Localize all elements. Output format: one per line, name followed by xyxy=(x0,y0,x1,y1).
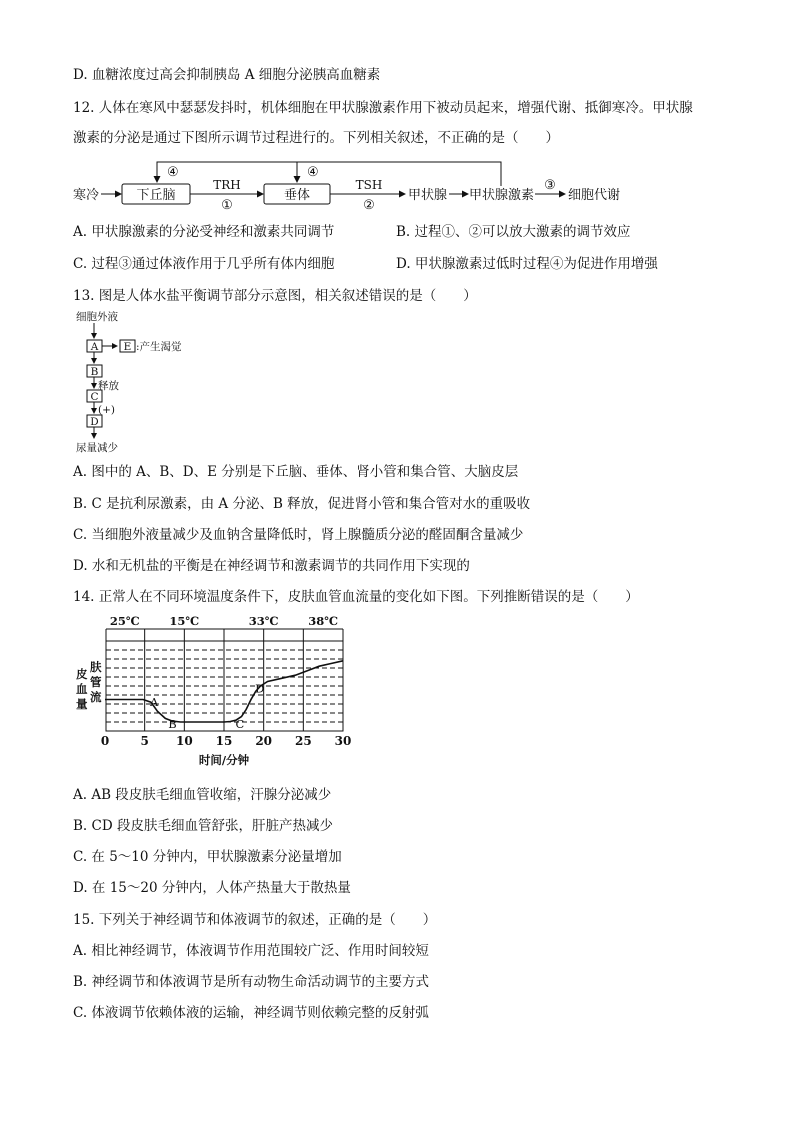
e-label: E xyxy=(123,341,132,353)
x-tick-label: 20 xyxy=(255,734,273,748)
y-axis-label xyxy=(76,660,102,711)
q12-stem-line-2: 激素的分泌是通过下图所示调节过程进行的。下列相关叙述，不正确的是（ ） xyxy=(73,130,559,146)
d-label: D xyxy=(90,416,99,428)
y-axis-label-char: 量 xyxy=(76,697,88,711)
q15-option-b: B. 神经调节和体液调节是所有动物生命活动调节的主要方式 xyxy=(73,974,430,990)
step-1-label: ① xyxy=(221,198,233,213)
a-label: A xyxy=(90,341,99,353)
y-axis-label-char: 肤 xyxy=(90,660,102,674)
q12-option-c: C. 过程③通过体液作用于几乎所有体内细胞 xyxy=(73,256,335,272)
q12-feedback-diagram xyxy=(0,158,794,218)
thyroid-label: 甲状腺 xyxy=(408,188,448,203)
q13-option-c: C. 当细胞外液量减少及血钠含量降低时，肾上腺髓质分泌的醛固酮含量减少 xyxy=(73,527,524,543)
q12-option-d: D. 甲状腺激素过低时过程④为促进作用增强 xyxy=(396,256,658,272)
q15-option-c: C. 体液调节依赖体液的运输，神经调节则依赖完整的反射弧 xyxy=(73,1005,429,1021)
y-axis-label-char: 管 xyxy=(90,675,102,689)
x-tick-label: 25 xyxy=(294,734,312,748)
trh-label: TRH xyxy=(213,178,241,192)
q14-option-a: A. AB 段皮肤毛细血管收缩，汗腺分泌减少 xyxy=(73,787,332,803)
b-label: B xyxy=(90,366,99,378)
x-tick-label: 5 xyxy=(140,734,149,748)
thyroid-hormone-label: 甲状腺激素 xyxy=(469,188,535,203)
step-4a-label: ④ xyxy=(167,165,179,180)
segment-label: C xyxy=(235,716,245,731)
segment-label: D xyxy=(255,681,265,696)
x-tick-label: 10 xyxy=(175,734,193,748)
temperature-band-label: 25℃ xyxy=(109,616,140,628)
tsh-label: TSH xyxy=(355,178,383,192)
release-label: 释放 xyxy=(98,380,119,392)
y-axis-label-char: 皮 xyxy=(76,667,88,681)
extracellular-fluid-label: 细胞外液 xyxy=(76,311,118,323)
y-axis-label-char: 流 xyxy=(90,690,102,704)
x-tick-label: 0 xyxy=(100,734,110,748)
y-axis-label-char: 血 xyxy=(76,682,88,696)
segment-label: A xyxy=(150,695,159,710)
step-3-label: ③ xyxy=(544,178,556,193)
q12-option-a: A. 甲状腺激素的分泌受神经和激素共同调节 xyxy=(73,224,335,240)
cold-label: 寒冷 xyxy=(73,188,100,203)
q13-option-d: D. 水和无机盐的平衡是在神经调节和激素调节的共同作用下实现的 xyxy=(73,558,470,574)
temperature-band-label: 15℃ xyxy=(169,616,200,628)
temperature-band-label: 33℃ xyxy=(248,616,279,628)
q11-option-d: D. 血糖浓度过高会抑制胰岛 A 细胞分泌胰高血糖素 xyxy=(73,67,381,83)
segment-label: B xyxy=(168,716,177,731)
q13-option-b: B. C 是抗利尿激素，由 A 分泌、B 释放，促进肾小管和集合管对水的重吸收 xyxy=(73,496,531,512)
q15-option-a: A. 相比神经调节，体液调节作用范围较广泛、作用时间较短 xyxy=(73,943,429,959)
pituitary-label: 垂体 xyxy=(283,188,311,203)
step-4b-label: ④ xyxy=(307,165,319,180)
q14-stem: 14. 正常人在不同环境温度条件下，皮肤血管血流量的变化如下图。下列推断错误的是（ ） xyxy=(73,589,639,605)
q12-stem-line-1: 12. 人体在寒风中瑟瑟发抖时，机体细胞在甲状腺激素作用下被动员起来，增强代谢、抵御寒冷。甲状腺 xyxy=(73,100,693,116)
thirst-label: :产生渴觉 xyxy=(136,341,182,353)
hypothalamus-label: 下丘脑 xyxy=(136,188,176,203)
q14-blood-flow-chart xyxy=(73,616,363,776)
x-tick-label: 30 xyxy=(334,734,352,748)
q13-stem: 13. 图是人体水盐平衡调节部分示意图，相关叙述错误的是（ ） xyxy=(73,288,477,304)
q13-water-balance-diagram xyxy=(73,309,273,455)
cell-metabolism-label: 细胞代谢 xyxy=(568,188,621,203)
c-label: C xyxy=(90,391,99,403)
less-urine-label: 尿量减少 xyxy=(76,442,118,454)
q15-stem: 15. 下列关于神经调节和体液调节的叙述，正确的是（ ） xyxy=(73,912,437,928)
q14-option-d: D. 在 15～20 分钟内，人体产热量大于散热量 xyxy=(73,880,351,896)
q14-option-c: C. 在 5～10 分钟内，甲状腺激素分泌量增加 xyxy=(73,849,342,865)
q12-option-b: B. 过程①、②可以放大激素的调节效应 xyxy=(396,224,631,240)
step-2-label: ② xyxy=(363,198,375,213)
x-axis-label: 时间/分钟 xyxy=(198,753,250,767)
x-tick-label: 15 xyxy=(215,734,233,748)
temperature-band-label: 38℃ xyxy=(308,616,339,628)
promote-label: (+) xyxy=(98,404,115,416)
q14-option-b: B. CD 段皮肤毛细血管舒张，肝脏产热减少 xyxy=(73,818,333,834)
q13-option-a: A. 图中的 A、B、D、E 分别是下丘脑、垂体、肾小管和集合管、大脑皮层 xyxy=(73,464,519,480)
